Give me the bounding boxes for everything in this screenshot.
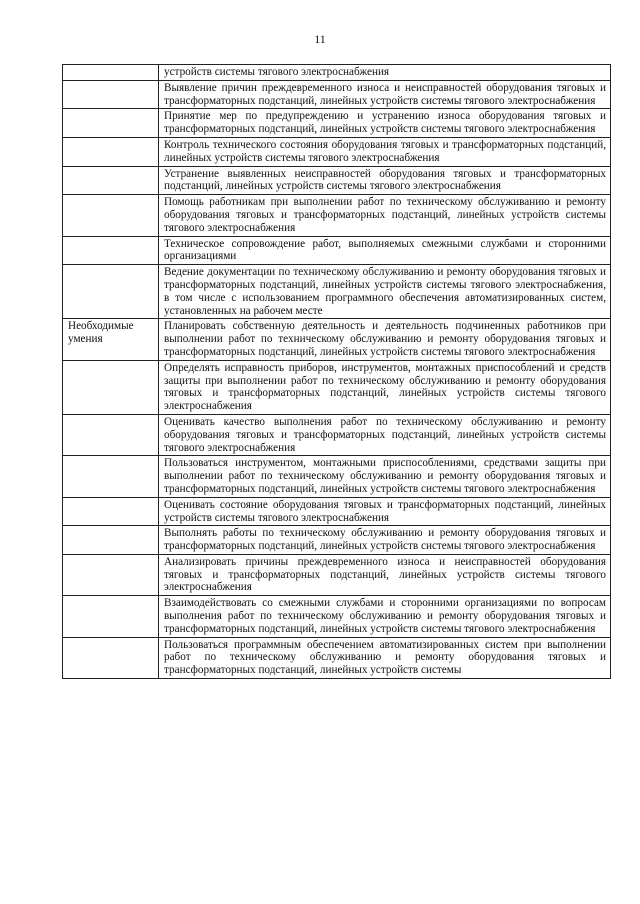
table-row bbox=[63, 497, 611, 526]
table-row bbox=[63, 80, 611, 109]
label-cell-continued bbox=[63, 166, 159, 195]
label-cell-required-skills bbox=[63, 637, 159, 678]
requirement-item: Пользоваться инструментом, монтажными приспособлениями, средствами защиты при выполнении работ по техническому обслуживанию и ремонту оборудования тяговых и трансформаторных подстанций, линейных устройств системы тягового электроснабжения bbox=[159, 456, 611, 497]
requirement-item: Контроль технического состояния оборудования тяговых и трансформаторных подстанций, линейных устройств системы тягового электроснабжения bbox=[159, 137, 611, 166]
table-row bbox=[63, 554, 611, 595]
requirement-item: Выявление причин преждевременного износа и неисправностей оборудования тяговых и трансформаторных подстанций, линейных устройств системы тягового электроснабжения bbox=[159, 80, 611, 109]
page-number: 11 bbox=[314, 32, 326, 46]
table-row bbox=[63, 637, 611, 678]
requirement-item: Планировать собственную деятельность и деятельность подчиненных работников при выполнении работ по техническому обслуживанию и ремонту оборудования тяговых и трансформаторных подстанций, линейных устройств системы тягового электроснабжения bbox=[159, 319, 611, 360]
requirement-item: Выполнять работы по техническому обслуживанию и ремонту оборудования тяговых и трансформаторных подстанций, линейных устройств системы тягового электроснабжения bbox=[159, 526, 611, 555]
table-row bbox=[63, 526, 611, 555]
label-cell-required-skills bbox=[63, 360, 159, 414]
label-cell-continued bbox=[63, 80, 159, 109]
label-cell-required-skills bbox=[63, 414, 159, 455]
table-row bbox=[63, 596, 611, 637]
label-cell-required-skills bbox=[63, 497, 159, 526]
table-row bbox=[63, 360, 611, 414]
requirement-item: Ведение документации по техническому обслуживанию и ремонту оборудования тяговых и трансформаторных подстанций, линейных устройств системы тягового электроснабжения, в том числе с использованием программного обеспечения автоматизированных систем, установленных на рабочем месте bbox=[159, 265, 611, 319]
requirement-item: Анализировать причины преждевременного износа и неисправностей оборудования тяговых и трансформаторных подстанций, линейных устройств системы тягового электроснабжения bbox=[159, 554, 611, 595]
label-cell-required-skills bbox=[63, 526, 159, 555]
requirement-item: Оценивать состояние оборудования тяговых и трансформаторных подстанций, линейных устройств системы тягового электроснабжения bbox=[159, 497, 611, 526]
label-cell-required-skills bbox=[63, 554, 159, 595]
table-row bbox=[63, 456, 611, 497]
label-cell-continued bbox=[63, 65, 159, 81]
label-cell-continued bbox=[63, 265, 159, 319]
requirement-item: Взаимодействовать со смежными службами и сторонними организациями по вопросам выполнения работ по техническому обслуживанию и ремонту оборудования тяговых и трансформаторных подстанций, линейных устройств системы тягового электроснабжения bbox=[159, 596, 611, 637]
requirement-item: Оценивать качество выполнения работ по техническому обслуживанию и ремонту оборудования тяговых и трансформаторных подстанций, линейных устройств системы тягового электроснабжения bbox=[159, 414, 611, 455]
requirement-item: Техническое сопровождение работ, выполняемых смежными службами и сторонними организациями bbox=[159, 236, 611, 265]
label-cell-continued bbox=[63, 195, 159, 236]
table-row bbox=[63, 166, 611, 195]
label-cell-required-skills bbox=[63, 456, 159, 497]
table-row bbox=[63, 65, 611, 81]
requirement-item: Определять исправность приборов, инструментов, монтажных приспособлений и средств защиты при выполнении работ по техническому обслуживанию и ремонту оборудования тяговых и трансформаторных подстанций, линейных устройств системы тягового электроснабжения bbox=[159, 360, 611, 414]
label-cell-continued bbox=[63, 137, 159, 166]
requirement-item: устройств системы тягового электроснабжения bbox=[159, 65, 611, 81]
label-cell-required-skills: Необходимые умения bbox=[63, 319, 159, 360]
requirement-item: Устранение выявленных неисправностей оборудования тяговых и трансформаторных подстанций, линейных устройств системы тягового электроснабжения bbox=[159, 166, 611, 195]
table-row bbox=[63, 414, 611, 455]
requirements-table bbox=[62, 64, 611, 679]
table-row bbox=[63, 265, 611, 319]
table-row bbox=[63, 109, 611, 138]
table-row bbox=[63, 195, 611, 236]
table-row bbox=[63, 137, 611, 166]
table-row bbox=[63, 319, 611, 360]
label-cell-continued bbox=[63, 109, 159, 138]
label-cell-continued bbox=[63, 236, 159, 265]
requirement-item: Принятие мер по предупреждению и устранению износа оборудования тяговых и трансформаторных подстанций, линейных устройств системы тягового электроснабжения bbox=[159, 109, 611, 138]
requirement-item: Помощь работникам при выполнении работ по техническому обслуживанию и ремонту оборудования тяговых и трансформаторных подстанций, линейных устройств системы тягового электроснабжения bbox=[159, 195, 611, 236]
requirement-item: Пользоваться программным обеспечением автоматизированных систем при выполнении работ по техническому обслуживанию и ремонту оборудования тяговых и трансформаторных подстанций, линейных устройств системы bbox=[159, 637, 611, 678]
table-row bbox=[63, 236, 611, 265]
label-cell-required-skills bbox=[63, 596, 159, 637]
